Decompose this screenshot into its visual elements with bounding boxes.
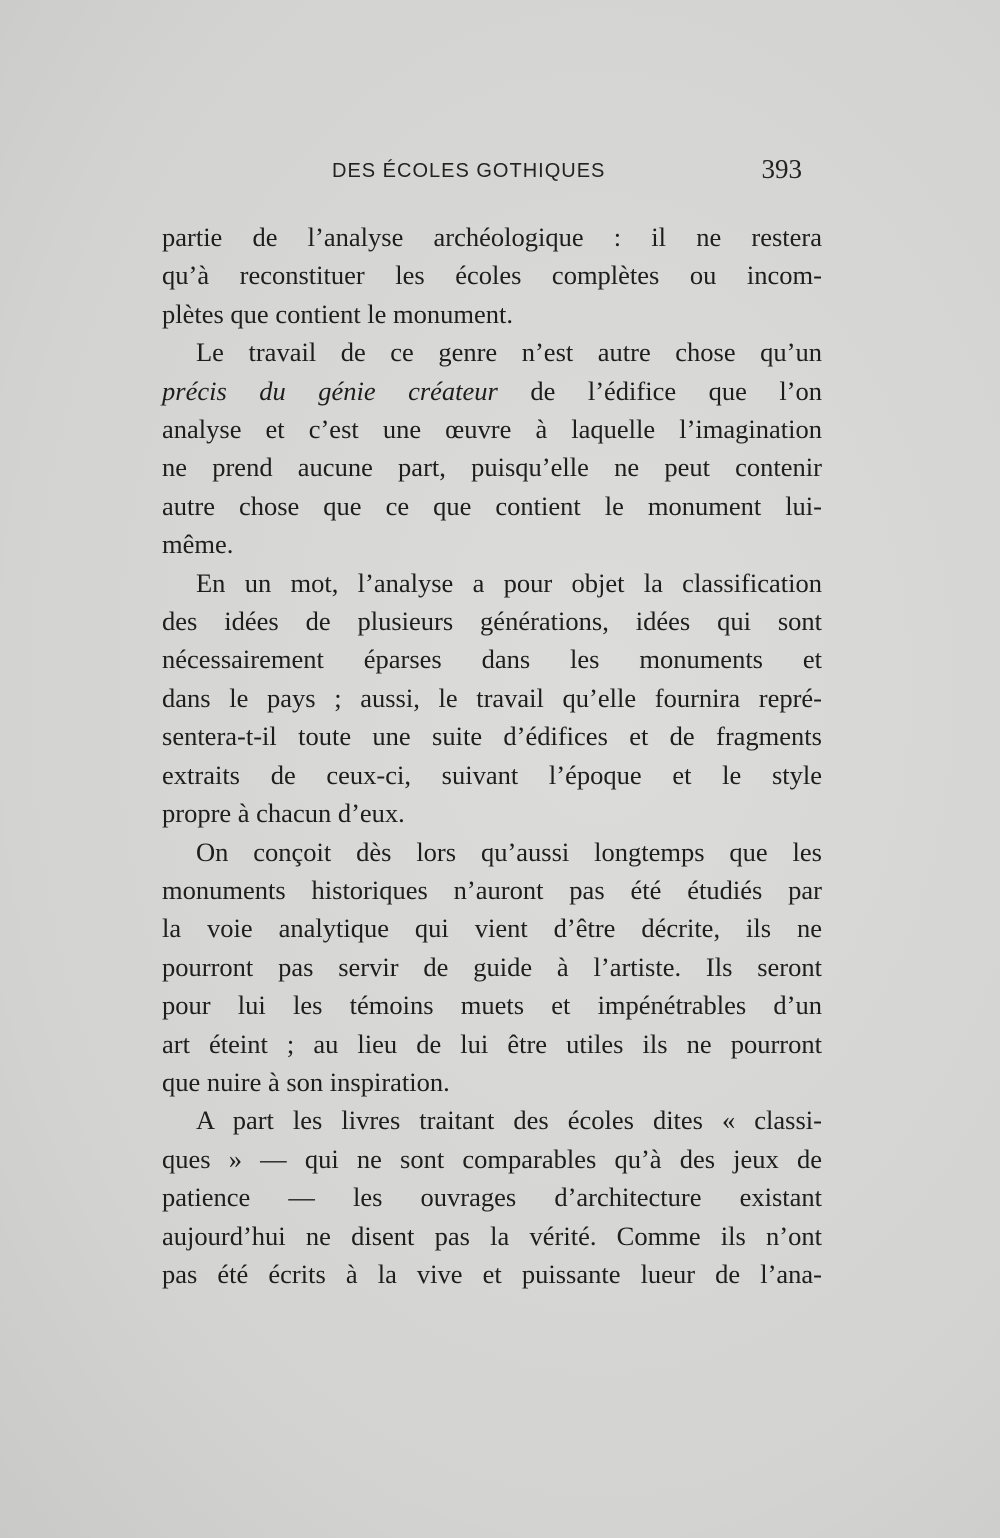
text-line-with-italic bbox=[162, 372, 822, 410]
paragraph-5 bbox=[162, 1101, 822, 1293]
text-line: monuments historiques n’auront pas été étudiés par bbox=[162, 874, 822, 905]
text-line: autre chose que ce que contient le monument lui- bbox=[162, 490, 822, 521]
text-line: analyse et c’est une œuvre à laquelle l’imagination bbox=[162, 414, 822, 445]
text-line: pas été écrits à la vive et puissante lueur de l’ana- bbox=[162, 1258, 822, 1289]
body-text bbox=[162, 218, 822, 1293]
text-line: même. bbox=[162, 529, 234, 560]
text-line: extraits de ceux-ci, suivant l’époque et le style bbox=[162, 759, 822, 790]
running-title: DES ÉCOLES GOTHIQUES bbox=[332, 160, 606, 182]
running-head bbox=[160, 150, 810, 200]
paragraph-4 bbox=[162, 833, 822, 1102]
text-line: art éteint ; au lieu de lui être utiles ils ne pourront bbox=[162, 1028, 822, 1059]
text-line: pourront pas servir de guide à l’artiste. Ils seront bbox=[162, 951, 822, 982]
text-line: que nuire à son inspiration. bbox=[162, 1066, 450, 1097]
text-line: aujourd’hui ne disent pas la vérité. Comme ils n’ont bbox=[162, 1220, 822, 1251]
paragraph-3 bbox=[162, 564, 822, 833]
italic-phrase: précis du génie créateur bbox=[162, 375, 498, 406]
text-line: la voie analytique qui vient d’être décrite, ils ne bbox=[162, 913, 822, 944]
text-line: ques » — qui ne sont comparables qu’à des jeux de bbox=[162, 1143, 822, 1174]
text-fragment: de l’édifice que l’on bbox=[530, 375, 823, 406]
text-line: nécessairement éparses dans les monuments et bbox=[162, 644, 822, 675]
text-line: A part les livres traitant des écoles dites « classi- bbox=[196, 1105, 822, 1136]
text-line: des idées de plusieurs générations, idées qui sont bbox=[162, 606, 822, 637]
paragraph-2 bbox=[162, 333, 822, 563]
paragraph-1 bbox=[162, 218, 822, 333]
text-line: dans le pays ; aussi, le travail qu’elle fournira repré- bbox=[162, 682, 822, 713]
text-line: propre à chacun d’eux. bbox=[162, 798, 405, 829]
text-line: En un mot, l’analyse a pour objet la classification bbox=[196, 567, 822, 598]
text-line: qu’à reconstituer les écoles complètes ou incom- bbox=[162, 260, 822, 291]
page-number: 393 bbox=[761, 154, 802, 184]
text-line: sentera-t-il toute une suite d’édifices et de fragments bbox=[162, 721, 822, 752]
text-line: patience — les ouvrages d’architecture existant bbox=[162, 1182, 822, 1213]
text-line: Le travail de ce genre n’est autre chose qu’un bbox=[196, 337, 822, 368]
text-line: pour lui les témoins muets et impénétrables d’un bbox=[162, 990, 822, 1021]
text-line: partie de l’analyse archéologique : il ne restera bbox=[162, 222, 822, 252]
text-line: On conçoit dès lors qu’aussi longtemps que les bbox=[196, 836, 822, 867]
text-line: ne prend aucune part, puisqu’elle ne peut contenir bbox=[162, 452, 822, 483]
text-line: plètes que contient le monument. bbox=[162, 298, 514, 329]
